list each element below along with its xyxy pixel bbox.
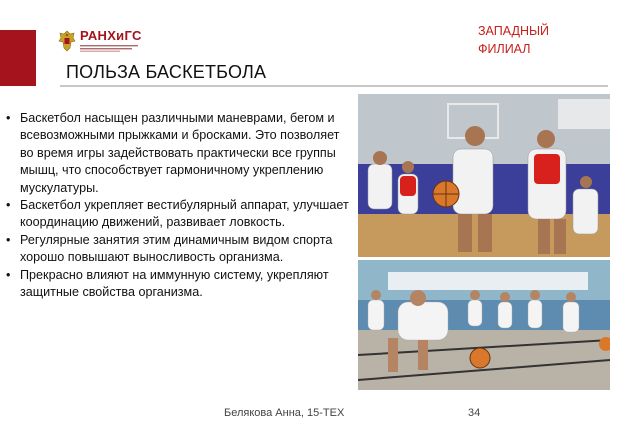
bullet-list — [6, 110, 351, 301]
basketball-game-illustration — [358, 94, 610, 257]
page-number: 34 — [468, 407, 481, 419]
eagle-emblem-icon — [58, 30, 76, 52]
bullet-item: • Баскетбол насыщен различными маневрами, бегом и всевозможными прыжками и бросками. Это позволяет во время игры задействовать практически все группы мышц, что способствует гармоничному укреплению мускулатуры. — [6, 110, 351, 197]
bullet-item: • Баскетбол укрепляет вестибулярный аппарат, улучшает координацию движений, развивает ловкость. — [6, 197, 351, 232]
title-divider — [60, 85, 608, 87]
basketball-training-illustration — [358, 260, 610, 390]
bullet-item: • Регулярные занятия этим динамичным видом спорта хорошо повышают выносливость организма. — [6, 232, 351, 267]
logo-name: РАНХиГС — [80, 28, 142, 43]
footer-author: Белякова Анна, 15-ТЕХ — [224, 407, 345, 419]
bullet-item: • Прекрасно влияют на иммунную систему, укрепляют защитные свойства организма. — [6, 267, 351, 302]
branch-line-2: ФИЛИАЛ — [478, 42, 531, 56]
ranepa-logo — [58, 29, 142, 52]
branch-label — [478, 22, 568, 58]
basketball-game-photo — [358, 94, 610, 257]
logo-subtitle-lines — [80, 44, 138, 52]
slide-title: ПОЛЬЗА БАСКЕТБОЛА — [66, 62, 267, 82]
branch-line-1: ЗАПАДНЫЙ — [478, 24, 550, 38]
red-accent-bar — [0, 30, 36, 86]
basketball-training-photo — [358, 260, 610, 390]
